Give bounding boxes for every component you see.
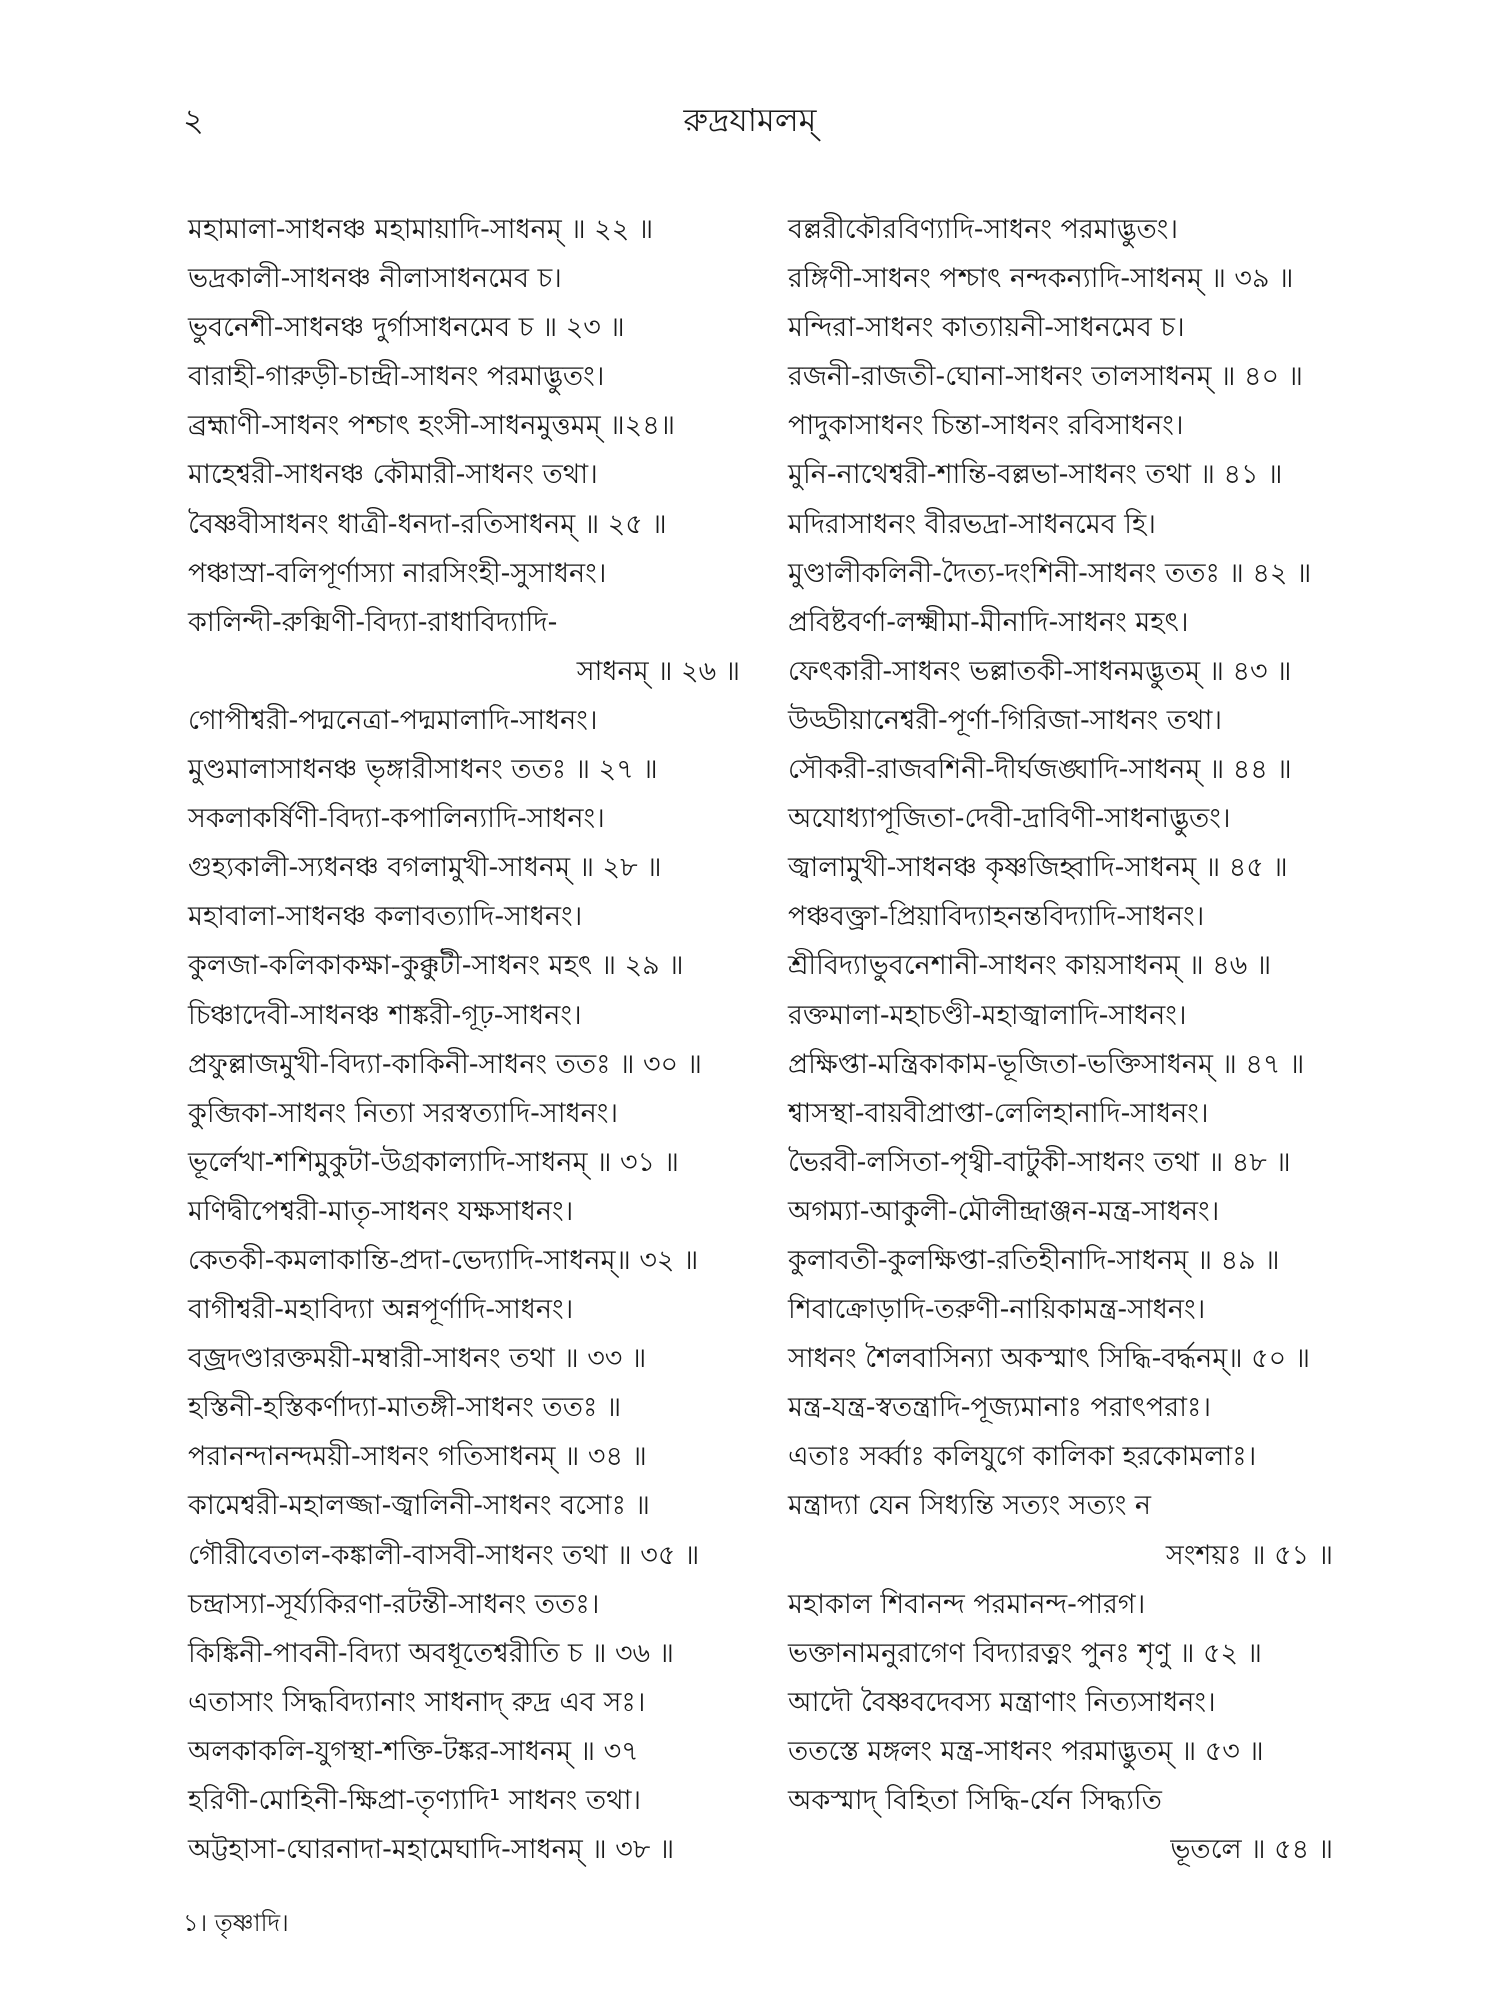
verse-line: রক্তমালা-মহাচণ্ডী-মহাজ্বালাদি-সাধনং। <box>788 999 1187 1031</box>
verse-line: প্রবিষ্টবর্ণা-লক্ষ্মীমা-মীনাদি-সাধনং মহৎ। <box>788 606 1189 638</box>
verse-line: ভক্তানামনুরাগেণ বিদ্যারত্নং পুনঃ শৃণু ॥ ৫২ ॥ <box>788 1637 1262 1669</box>
verse-line: মহামালা-সাধনঞ্চ মহামায়াদি-সাধনম্ ॥ ২২ ॥ <box>188 214 654 245</box>
verse-line: রঙ্গিণী-সাধনং পশ্চাৎ নন্দকন্যাদি-সাধনম্ ॥ ৩৯ ॥ <box>788 263 1294 295</box>
verse-line: কুব্জিকা-সাধনং নিত্যা সরস্বত্যাদি-সাধনং। <box>188 1097 619 1129</box>
verse-line: এতাসাং সিদ্ধবিদ্যানাং সাধনাদ্ রুদ্র এব সঃ। <box>188 1686 646 1718</box>
verse-line: অলকাকলি-যুগস্থা-শক্তি-টঙ্কর-সাধনম্ ॥ ৩৭ <box>188 1735 639 1767</box>
verse-line: রজনী-রাজতী-ঘোনা-সাধনং তালসাধনম্ ॥ ৪০ ॥ <box>788 361 1303 393</box>
verse-line: বাগীশ্বরী-মহাবিদ্যা অন্নপূর্ণাদি-সাধনং। <box>188 1294 574 1326</box>
verse-line: জ্বালামুখী-সাধনঞ্চ কৃষ্ণজিহ্বাদি-সাধনম্ ॥ ৪৫ ॥ <box>788 852 1288 884</box>
verse-line: উড্ডীয়ানেশ্বরী-পূর্ণা-গিরিজা-সাধনং তথা। <box>788 704 1223 736</box>
verse-line: শিবাক্রোড়াদি-তরুণী-নায়িকামন্ত্র-সাধনং। <box>788 1294 1206 1326</box>
verse-line: মন্ত্র-যন্ত্র-স্বতন্ত্রাদি-পূজ্যমানাঃ পরাৎপরাঃ। <box>788 1392 1212 1424</box>
verse-line: এতাঃ সর্ব্বাঃ কলিযুগে কালিকা হরকোমলাঃ। <box>788 1441 1257 1473</box>
verse-line: চন্দ্রাস্যা-সূর্য্যকিরণা-রটন্তী-সাধনং ততঃ। <box>188 1588 600 1620</box>
verse-line: মাহেশ্বরী-সাধনঞ্চ কৌমারী-সাধনং তথা। <box>188 459 598 491</box>
verse-line: ভূতলে ॥ ৫৪ ॥ <box>1170 1834 1333 1866</box>
verse-line: মণিদ্বীপেশ্বরী-মাতৃ-সাধনং যক্ষসাধনং। <box>188 1195 574 1227</box>
verse-line: সংশয়ঃ ॥ ৫১ ॥ <box>1165 1539 1333 1571</box>
verse-line: অগম্যা-আকুলী-মৌলীন্দ্রাঞ্জন-মন্ত্র-সাধনং। <box>788 1195 1220 1227</box>
verse-line: শ্বাসস্থা-বায়বীপ্রাপ্তা-লেলিহানাদি-সাধনং। <box>788 1097 1209 1129</box>
verse-line: অকস্মাদ্ বিহিতা সিদ্ধি-র্যেন সিদ্ধ্যতি <box>788 1785 1162 1816</box>
verse-line: ব্রহ্মাণী-সাধনং পশ্চাৎ হংসী-সাধনমুত্তমম্ ॥২৪॥ <box>188 410 675 442</box>
running-title: রুদ্রযামলম্ <box>683 101 817 139</box>
verse-line: মহাবালা-সাধনঞ্চ কলাবত্যাদি-সাধনং। <box>188 901 583 933</box>
verse-line: মুণ্ডালীকলিনী-দৈত্য-দংশিনী-সাধনং ততঃ ॥ ৪২ ॥ <box>788 557 1312 589</box>
verse-line: শ্রীবিদ্যাভুবনেশানী-সাধনং কায়সাধনম্ ॥ ৪৬ ॥ <box>788 950 1272 982</box>
verse-line: কামেশ্বরী-মহালজ্জা-জ্বালিনী-সাধনং বসোঃ ॥ <box>188 1490 650 1522</box>
verse-line: হরিণী-মোহিনী-ক্ষিপ্রা-তৃণ্যাদি¹ সাধনং তথা। <box>188 1785 642 1816</box>
verse-line: পাদুকাসাধনং চিন্তা-সাধনং রবিসাধনং। <box>788 410 1184 442</box>
verse-line: মহাকাল শিবানন্দ পরমানন্দ-পারগ। <box>788 1588 1146 1620</box>
verse-line: কেতকী-কমলাকান্তি-প্রদা-ভেদ্যাদি-সাধনম্॥ ৩২ ॥ <box>188 1244 699 1276</box>
verse-line: কুলজা-কলিকাকক্ষা-কুক্কুটী-সাধনং মহৎ ॥ ২৯ ॥ <box>188 950 684 982</box>
verse-line: হস্তিনী-হস্তিকর্ণাদ্যা-মাতঙ্গী-সাধনং ততঃ ॥ <box>188 1392 622 1424</box>
verse-line: ফেৎকারী-সাধনং ভল্লাতকী-সাধনমদ্ভুতম্ ॥ ৪৩ ॥ <box>788 655 1292 687</box>
verse-line: ভূর্লেখা-শশিমুকুটা-উগ্রকাল্যাদি-সাধনম্ ॥ ৩১ ॥ <box>188 1146 679 1178</box>
verse-line: কালিন্দী-রুক্মিণী-বিদ্যা-রাধাবিদ্যাদি- <box>188 606 558 638</box>
verse-line: ততস্তে মঙ্গলং মন্ত্র-সাধনং পরমাদ্ভুতম্ ॥ ৫৩ ॥ <box>788 1735 1264 1767</box>
verse-line: গুহ্যকালী-স্যধনঞ্চ বগলামুখী-সাধনম্ ॥ ২৮ ॥ <box>188 852 662 884</box>
verse-line: পরানন্দানন্দময়ী-সাধনং গতিসাধনম্ ॥ ৩৪ ॥ <box>188 1441 647 1473</box>
verse-line: ভৈরবী-লসিতা-পৃথ্বী-বাটুকী-সাধনং তথা ॥ ৪৮ ॥ <box>788 1146 1291 1178</box>
verse-line: বৈষ্ণবীসাধনং ধাত্রী-ধনদা-রতিসাধনম্ ॥ ২৫ ॥ <box>188 508 667 540</box>
verse-line: অযোধ্যাপূজিতা-দেবী-দ্রাবিণী-সাধনাদ্ভুতং। <box>788 803 1231 835</box>
verse-line: গোপীশ্বরী-পদ্মনেত্রা-পদ্মমালাদি-সাধনং। <box>188 704 598 736</box>
verse-line: ভুবনেশী-সাধনঞ্চ দুর্গাসাধনমেব চ ॥ ২৩ ॥ <box>188 312 625 344</box>
verse-line: পঞ্চাস্রা-বলিপূর্ণাস্যা নারসিংহী-সুসাধনং। <box>188 557 607 589</box>
left-verse-column <box>188 205 740 1874</box>
page-number: ২ <box>183 101 204 139</box>
verse-line: সৌকরী-রাজবশিনী-দীর্ঘজঙ্ঘাদি-সাধনম্ ॥ ৪৪ ॥ <box>788 754 1292 786</box>
verse-line: পঞ্চবক্ত্রা-প্রিয়াবিদ্যাহনন্তবিদ্যাদি-সাধনং। <box>788 901 1205 933</box>
verse-line: মুণ্ডমালাসাধনঞ্চ ভৃঙ্গারীসাধনং ততঃ ॥ ২৭ ॥ <box>188 754 658 786</box>
verse-line: মদিরাসাধনং বীরভদ্রা-সাধনমেব হি। <box>788 508 1156 540</box>
verse-line: সকলাকর্ষিণী-বিদ্যা-কপালিন্যাদি-সাধনং। <box>188 803 605 835</box>
verse-line: মুনি-নাথেশ্বরী-শান্তি-বল্লভা-সাধনং তথা ॥ ৪১ ॥ <box>788 459 1283 491</box>
verse-line: মন্দিরা-সাধনং কাত্যায়নী-সাধনমেব চ। <box>788 312 1185 344</box>
verse-line: বজ্রদণ্ডারক্তময়ী-মম্বারী-সাধনং তথা ॥ ৩৩ ॥ <box>188 1343 647 1375</box>
verse-line: প্রক্ষিপ্তা-মন্ত্রিকাকাম-ভূজিতা-ভক্তিসাধনম্ ॥ ৪৭ ॥ <box>788 1048 1305 1080</box>
verse-line: গৌরীবেতাল-কঙ্কালী-বাসবী-সাধনং তথা ॥ ৩৫ ॥ <box>188 1539 700 1571</box>
verse-line: বল্লরীকৌরবিণ্যাদি-সাধনং পরমাদ্ভুতং। <box>788 214 1179 245</box>
verse-line: অট্টহাসা-ঘোরনাদা-মহামেঘাদি-সাধনম্ ॥ ৩৮ ॥ <box>188 1834 675 1866</box>
verse-line: ভদ্রকালী-সাধনঞ্চ নীলাসাধনমেব চ। <box>188 263 562 295</box>
verse-line: চিঞ্চাদেবী-সাধনঞ্চ শাঙ্করী-গূঢ়-সাধনং। <box>188 999 582 1031</box>
verse-line: প্রফুল্লাজমুখী-বিদ্যা-কাকিনী-সাধনং ততঃ ॥ ৩০ ॥ <box>188 1048 702 1080</box>
verse-line: সাধনম্ ॥ ২৬ ॥ <box>576 655 740 687</box>
verse-line: মন্ত্রাদ্যা যেন সিধ্যন্তি সত্যং সত্যং ন <box>788 1490 1152 1522</box>
right-verse-column <box>788 205 1333 1874</box>
verse-line: সাধনং শৈলবাসিন্যা অকস্মাৎ সিদ্ধি-বর্দ্ধনম্॥ ৫০ ॥ <box>788 1343 1311 1375</box>
footnote: ১। তৃষ্ণাদি। <box>183 1909 289 1937</box>
verse-line: বারাহী-গারুড়ী-চান্দ্রী-সাধনং পরমাদ্ভুতং। <box>188 361 605 393</box>
verse-line: কিঙ্কিনী-পাবনী-বিদ্যা অবধূতেশ্বরীতি চ ॥ ৩৬ ॥ <box>188 1637 674 1669</box>
verse-line: আদৌ বৈষ্ণবদেবস্য মন্ত্রাণাং নিত্যসাধনং। <box>788 1686 1216 1718</box>
verse-line: কুলাবতী-কুলক্ষিপ্তা-রতিহীনাদি-সাধনম্ ॥ ৪৯ ॥ <box>788 1244 1280 1276</box>
